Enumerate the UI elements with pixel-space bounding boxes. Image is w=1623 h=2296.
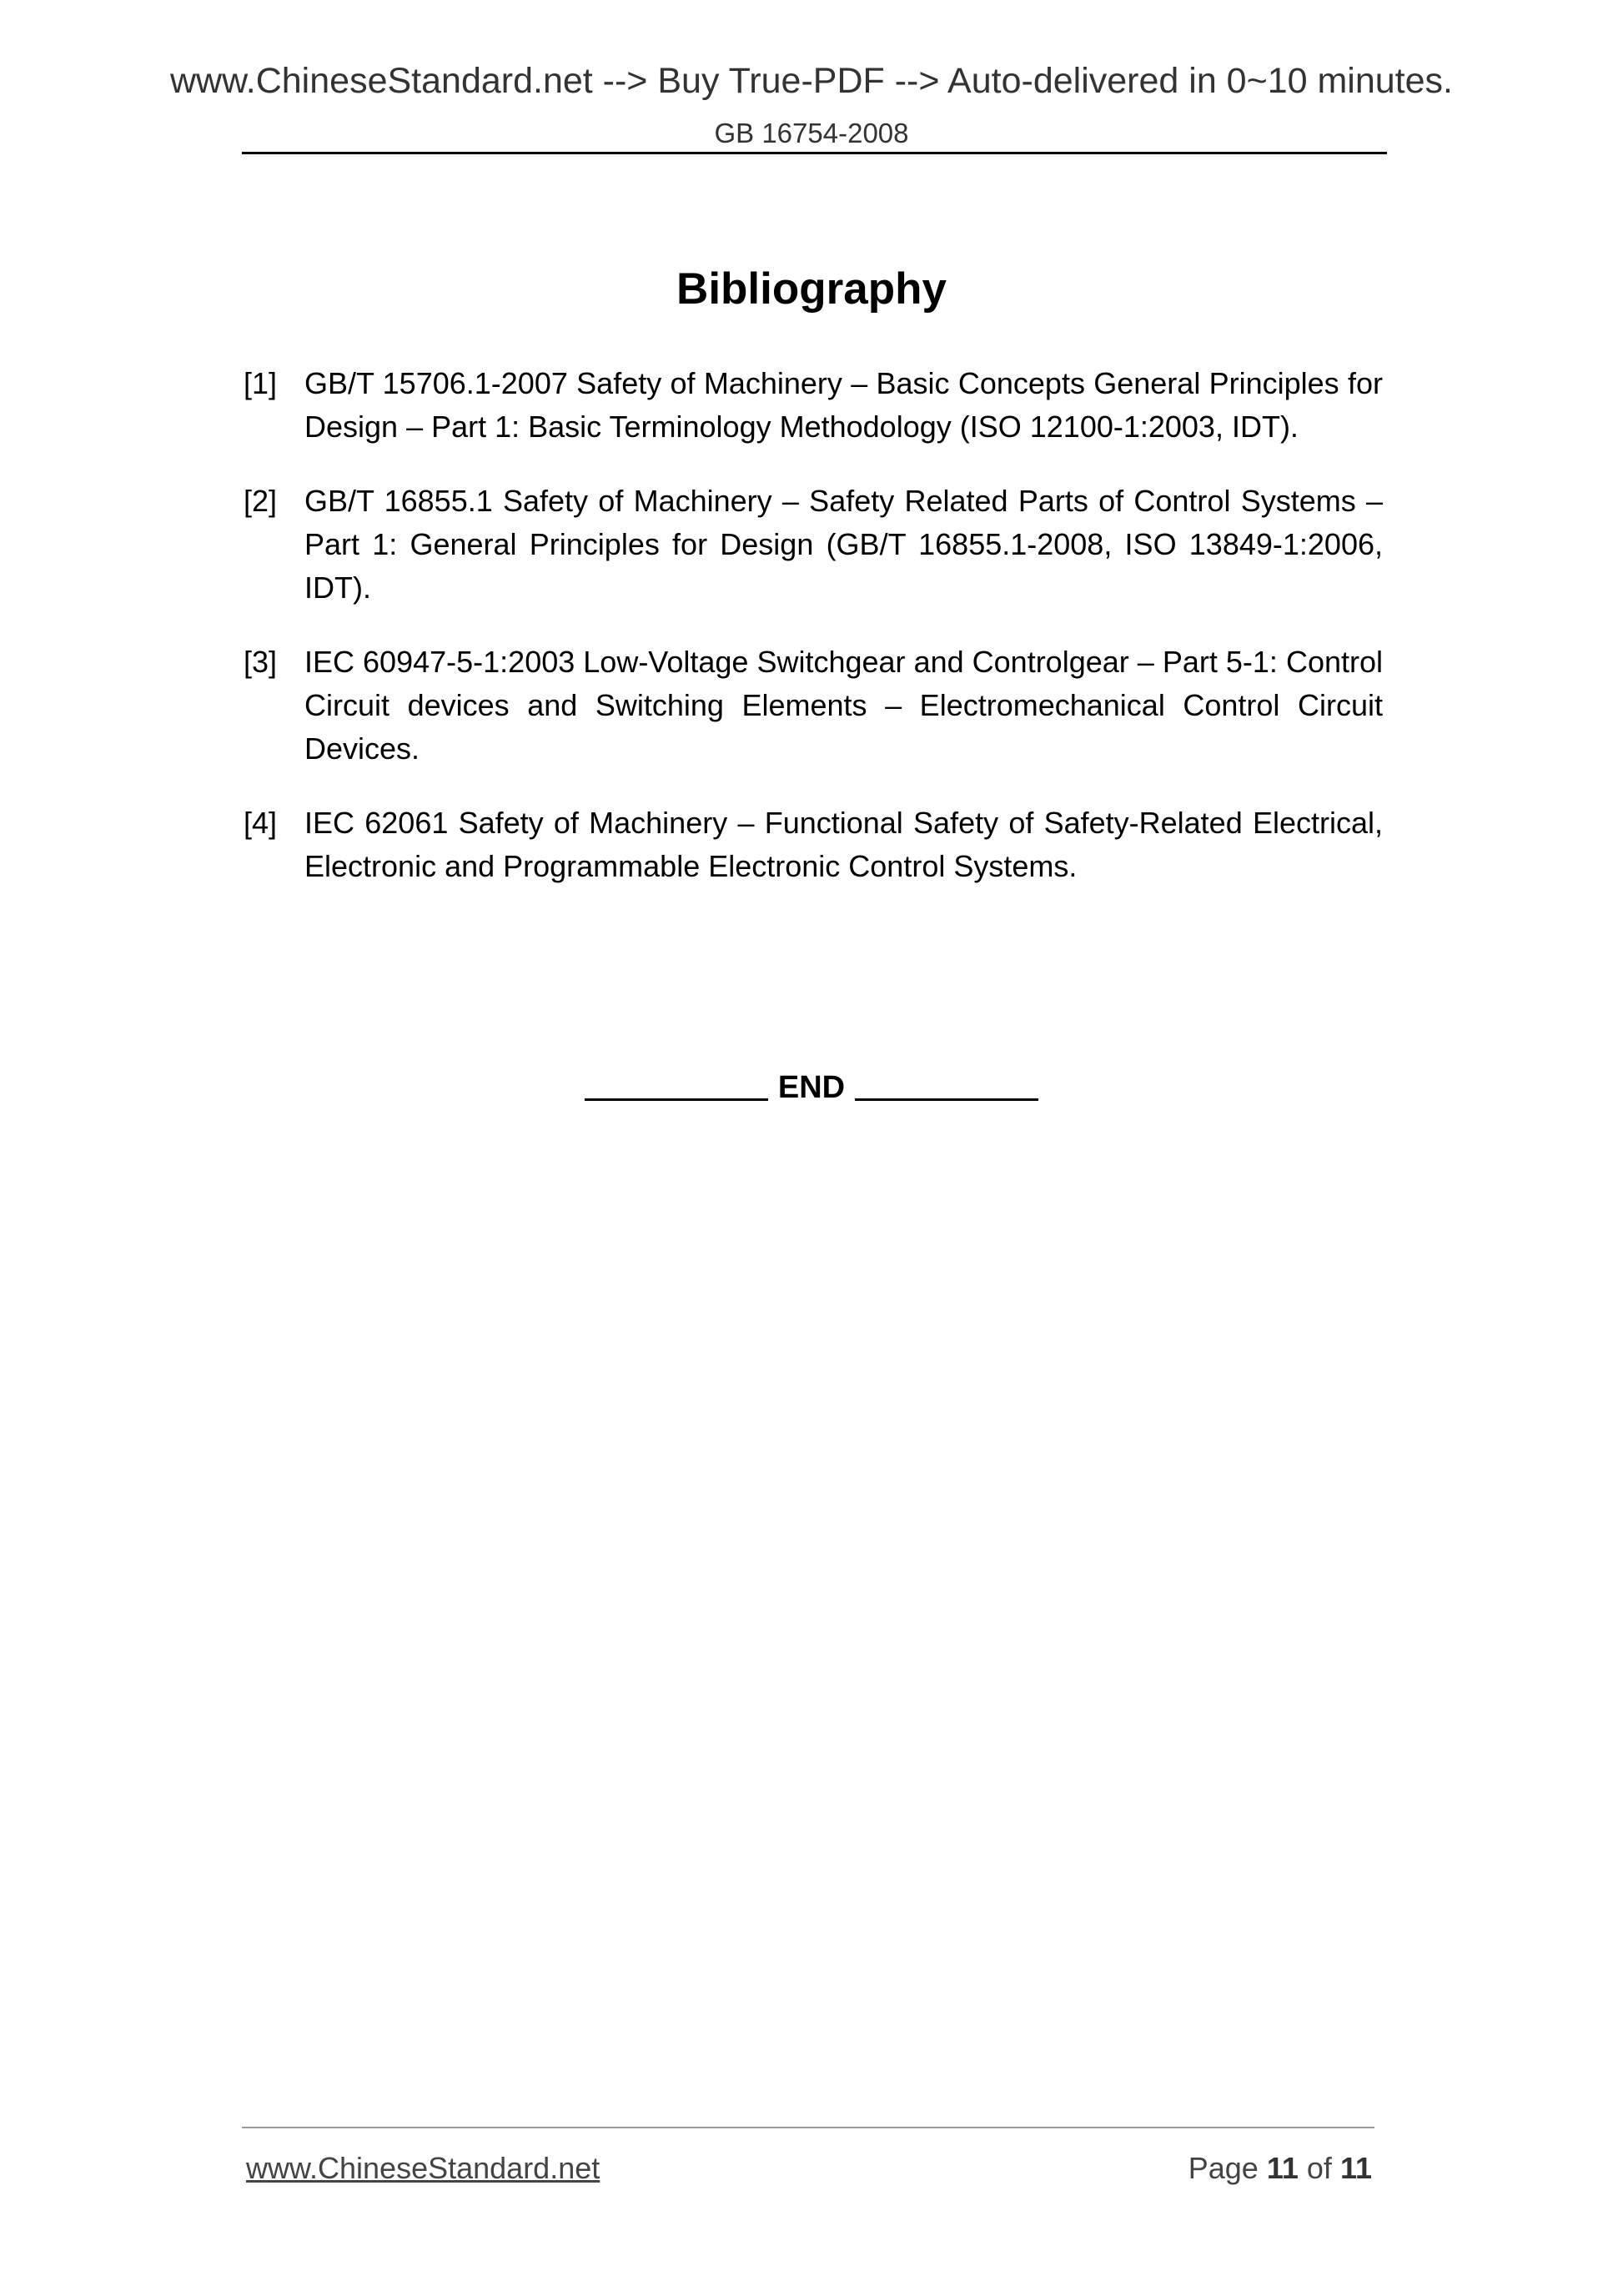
- reference-text: GB/T 15706.1-2007 Safety of Machinery – Basic Concepts General Principles for Design – Part 1: Basic Terminology Methodology (ISO 12100-1:2003, IDT).: [304, 366, 1383, 444]
- header-banner: www.ChineseStandard.net --> Buy True-PDF --> Auto-delivered in 0~10 minutes.: [169, 61, 1453, 101]
- reference-number: [3]: [244, 645, 278, 679]
- reference-item: [244, 801, 1383, 888]
- footer-website-link[interactable]: www.ChineseStandard.net: [246, 2151, 600, 2185]
- reference-text: GB/T 16855.1 Safety of Machinery – Safety Related Parts of Control Systems – Part 1: General Principles for Design (GB/T 16855.1-2008, ISO 13849-1:2006, IDT).: [304, 484, 1383, 605]
- page-title: Bibliography: [676, 264, 947, 314]
- end-marker: [0, 1069, 1623, 1108]
- page-number: [1188, 2150, 1372, 2186]
- reference-item: [244, 362, 1383, 449]
- end-rule-right: [855, 1098, 1038, 1101]
- document-number: GB 16754-2008: [714, 118, 909, 148]
- bibliography-list: [244, 362, 1383, 919]
- reference-item: [244, 480, 1383, 610]
- page-current: 11: [1266, 2151, 1299, 2185]
- end-label: END: [777, 1070, 846, 1105]
- end-rule-left: [585, 1098, 768, 1101]
- page-total: 11: [1339, 2151, 1372, 2185]
- reference-number: [4]: [244, 806, 278, 840]
- reference-number: [1]: [244, 366, 278, 400]
- footer-divider: [242, 2127, 1374, 2128]
- reference-text: IEC 62061 Safety of Machinery – Functional Safety of Safety-Related Electrical, Electronic and Programmable Electronic Control Systems.: [304, 806, 1383, 883]
- reference-text: IEC 60947-5-1:2003 Low-Voltage Switchgear and Controlgear – Part 5-1: Control Circuit devices and Switching Elements – Electromechanical Control Circuit Devices.: [304, 645, 1383, 766]
- reference-item: [244, 641, 1383, 771]
- reference-number: [2]: [244, 484, 278, 518]
- page-label: Page: [1188, 2151, 1259, 2185]
- page-of: of: [1306, 2151, 1332, 2185]
- header-divider: [242, 152, 1387, 154]
